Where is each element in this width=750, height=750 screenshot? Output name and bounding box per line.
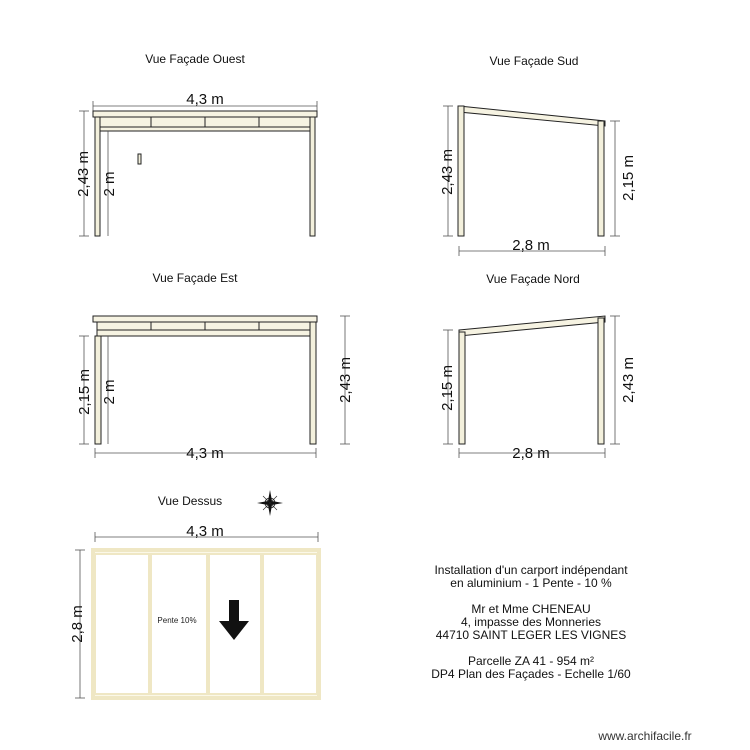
view-sud-title: Vue Façade Sud [489,54,579,68]
info-line1: Installation d'un carport indépendant [434,563,628,577]
info-address1: 4, impasse des Monneries [460,615,602,629]
info-address2: 44710 SAINT LEGER LES VIGNES [435,628,627,642]
view-dessus-title: Vue Dessus [157,494,223,508]
dim-right-label: 2,15 m [620,155,637,201]
view-nord-title: Vue Façade Nord [486,272,580,286]
dim-inner-label: 2 m [101,379,118,405]
dim-left-label: 2,43 m [439,149,456,195]
post-left [95,117,100,236]
view-ouest-title: Vue Façade Ouest [145,52,245,66]
roof-panel [263,554,317,694]
dim-left-label: 2,15 m [76,369,93,415]
dim-left-label: 2,15 m [439,365,456,411]
view-dessus [69,490,319,698]
compass-icon [257,490,283,516]
watermark: www.archifacile.fr [598,729,692,743]
info-plan: DP4 Plan des Façades - Echelle 1/60 [431,667,631,681]
info-block [431,563,631,681]
info-parcel: Parcelle ZA 41 - 954 m² [467,654,595,668]
sloped-roof [459,106,605,126]
post-right [310,117,315,236]
view-est [76,271,354,462]
view-nord [439,272,637,462]
info-owner: Mr et Mme CHENEAU [471,602,591,616]
slope-label: Pente 10% [157,616,197,625]
view-est-title: Vue Façade Est [152,271,238,285]
roof-beam [93,316,317,322]
post-right [598,121,604,236]
post-left [459,332,465,444]
roof-panel [95,554,149,694]
roof-beam [93,111,317,117]
dim-right-label: 2,43 m [620,357,637,403]
info-line2: en aluminium - 1 Pente - 10 % [450,576,612,590]
sloped-roof [459,316,605,336]
dim-inner-label: 2 m [101,171,118,197]
lintel-beam [97,127,313,131]
dim-height-label: 2,43 m [75,151,92,197]
bracket [138,154,141,164]
dim-width-label: 2,8 m [512,445,550,462]
post-left [458,106,464,236]
post-right [310,322,316,444]
lintel-beam [97,330,313,336]
dim-right-label: 2,43 m [337,357,354,403]
view-sud [439,54,637,256]
view-ouest [75,52,317,236]
dim-width-label: 4,3 m [186,523,224,540]
post-right [598,318,604,444]
dim-width-label: 2,8 m [512,237,550,254]
dim-width-label: 4,3 m [186,91,224,108]
dim-depth-label: 2,8 m [69,605,86,643]
dim-width-label: 4,3 m [186,445,224,462]
